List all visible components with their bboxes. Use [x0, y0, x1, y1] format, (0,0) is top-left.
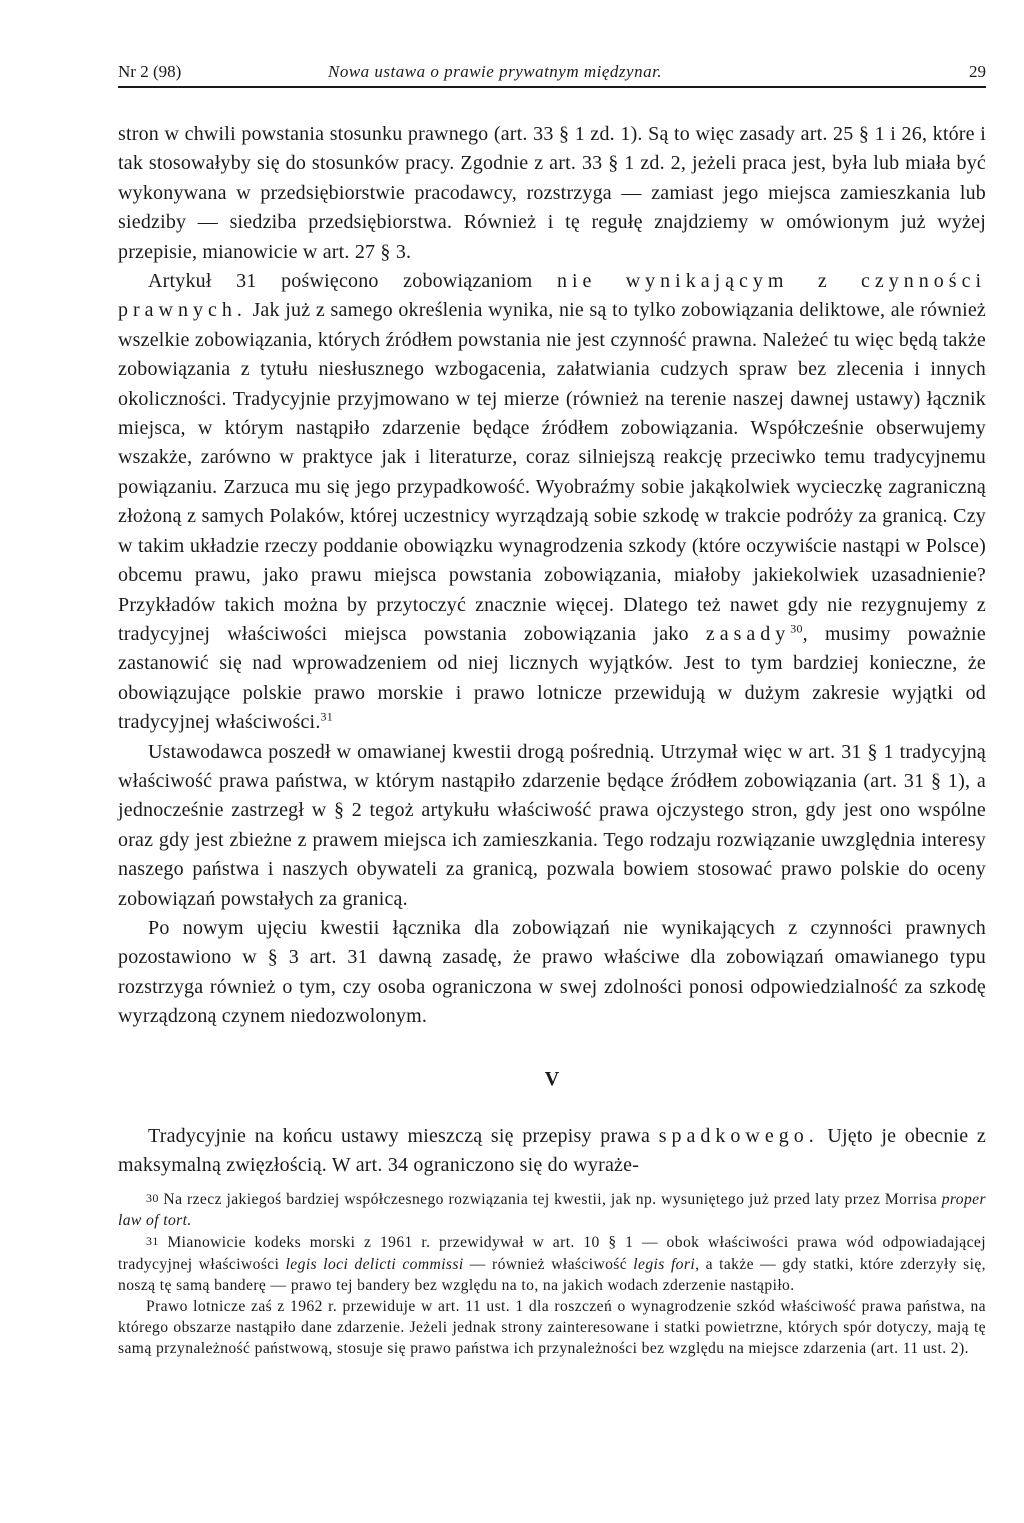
paragraph-3: Ustawodawca poszedł w omawianej kwestii drogą pośrednią. Utrzymał więc w art. 31 § 1 tradycyjną właściwość prawa państwa, w którym nastąpiło zdarzenie będące źródłem zobowiązania (art. 31 § 1), a jednocześnie zastrzegł w § 2 tegoż artykułu właściwość prawa ojczystego stron, gdy jest ono wspólne oraz gdy jest zbieżne z prawem miejsca ich zamieszkania. Tego rodzaju rozwiązanie uwzględnia interesy naszego państwa i naszych obywateli za granicą, pozwala bowiem stosować prawo polskie do oceny zobowiązań powstałych za granicą. — [118, 740, 986, 910]
main-text — [118, 120, 986, 1032]
footnote-31-text-a: Mianowicie kodeks morski z 1961 r. przewidywał w art. 10 § 1 — obok właściwości prawa wód odpowiadającej tradycyjnej właściwości — [118, 1234, 986, 1273]
paragraph-2-start: Artykuł 31 poświęcono zobowiązaniom — [148, 270, 533, 293]
issue-number: Nr 2 (98) — [118, 62, 182, 81]
footnotes — [118, 1188, 986, 1360]
paragraph-2-body: Jak już z samego określenia wynika, nie są to tylko zobowiązania deliktowe, ale również wszelkie zobowiązania, których źródłem powstania nie jest czynność prawna. Należeć tu więc będą także zobowiązania z tytułu niesłusznego wzbogacenia, załatwiania cudzych spraw bez zlecenia i innych okoliczności. Tradycyjnie przyjmowano w tej mierze (również na terenie naszej dawnej ustawy) łącznik miejsca, w którym nastąpiło zdarzenie będące źródłem zobowiązania. Współcześnie obserwujemy wszakże, zarówno w praktyce jak i literaturze, coraz silniejszą reakcję przeciwko temu tradycyjnemu powiązaniu. Zarzuca mu się jego przypadkowość. Wyobraźmy sobie jakąkolwiek wycieczkę zagraniczną złożoną z samych Polaków, której uczestnicy wyrządzają sobie szkodę w trakcie podróży za granicą. Czy w takim układzie rzeczy poddanie obowiązku wynagrodzenia szkody (które oczywiście nastąpi w Polsce) obcemu prawu, jako prawu miejsca powstania zobowiązania, miałoby jakiekolwiek uzasadnienie? Przykładów takich można by przytoczyć znacznie więcej. Dlatego też nawet gdy nie rezygnujemy z tradycyjnej właściwości miejsca powstania zobowiązania jako — [118, 299, 987, 645]
footnote-ref-31[interactable]: 31 — [320, 709, 333, 724]
section-v-end: Ujęto je obecnie z maksymalną zwięzłością. W art. 34 ograniczono się do wyraże- — [118, 1125, 986, 1177]
footnote-31-text-b: — również właściwość — [469, 1255, 628, 1273]
running-header — [118, 58, 986, 88]
emphasis-zasady: zasady — [705, 622, 791, 645]
emphasis-spaced: nie wynikającym z czynności prawnych. — [118, 270, 987, 322]
footnote-31-number: 31 — [146, 1234, 159, 1249]
emphasis-spadkowego: spadkowego. — [658, 1125, 819, 1147]
footnote-30-text: Na rzecz jakiegoś bardziej współczesnego rozwiązania tej kwestii, jak np. wysuniętego już przed laty przez Morrisa — [163, 1191, 938, 1208]
footnote-30 — [118, 1188, 986, 1231]
paragraph-1: stron w chwili powstania stosunku prawnego (art. 33 § 1 zd. 1). Są to więc zasady art. 25 § 1 i 26, które i tak stosowałyby się do stosunków pracy. Zgodnie z art. 33 § 1 zd. 2, jeżeli praca jest, była lub miała być wykonywana w przedsiębiorstwie pracodawcy, rozstrzyga — zamiast jego miejsca zamieszkania lub siedziby — siedziba przedsiębiorstwa. Również i tę regułę znajdziemy w omówionym już wyżej przepisie, mianowicie w art. 27 § 3. — [118, 123, 986, 263]
section-v-start: Tradycyjnie na końcu ustawy mieszczą się przepisy prawa — [148, 1125, 651, 1147]
section-v-paragraph — [118, 1122, 986, 1181]
paragraph-4: Po nowym ujęciu kwestii łącznika dla zobowiązań nie wynikających z czynności prawnych pozostawiono w § 3 art. 31 dawną zasadę, że prawo właściwe dla zobowiązań omawianego typu rozstrzyga również o tym, czy osoba ograniczona w swej zdolności ponosi odpowiedzialność za szkodę wyrządzoną czynem niedozwolonym. — [118, 916, 986, 1028]
footnote-ref-30[interactable]: 30 — [790, 621, 803, 636]
running-title: Nowa ustawa o prawie prywatnym międzynar. — [328, 62, 663, 81]
footnote-31 — [118, 1231, 986, 1296]
footnote-31-text-c: a także — gdy statki, które zderzyły się, noszą tę samą banderę — prawo tej bandery bez względu na to, na jakich wodach zderzenie nastąpiło. — [118, 1255, 986, 1294]
paragraph-2-end: , musimy poważnie zastanowić się nad wprowadzeniem od niej licznych wyjątków. Jest to tym bardziej konieczne, że obowiązujące polskie prawo morskie i prawo lotnicze przewidują w dużym zakresie wyjątki od tradycyjnej właściwości. — [118, 622, 987, 734]
paragraph-2 — [118, 267, 986, 738]
footnote-30-number: 30 — [146, 1191, 159, 1205]
page-number: 29 — [969, 62, 986, 81]
footnote-30-italic: proper law of tort. — [118, 1191, 986, 1230]
section-v-text — [118, 1122, 986, 1181]
footnote-31-italic-2: legis fori, — [633, 1255, 700, 1273]
footnote-31-continued: Prawo lotnicze zaś z 1962 r. przewiduje w art. 11 ust. 1 dla roszczeń o wynagrodzenie szkód właściwość prawa państwa, na którego obszarze nastąpiło dane zdarzenie. Jeżeli jednak strony zainteresowane i statki powietrzne, których spór dotyczy, mają tę samą przynależność państwową, stosuje się prawo państwa ich przynależności bez względu na miejsce zdarzenia (art. 11 ust. 2). — [118, 1298, 986, 1358]
footnote-31-italic-1: legis loci delicti commissi — [285, 1255, 464, 1273]
section-number: V — [544, 1068, 560, 1090]
